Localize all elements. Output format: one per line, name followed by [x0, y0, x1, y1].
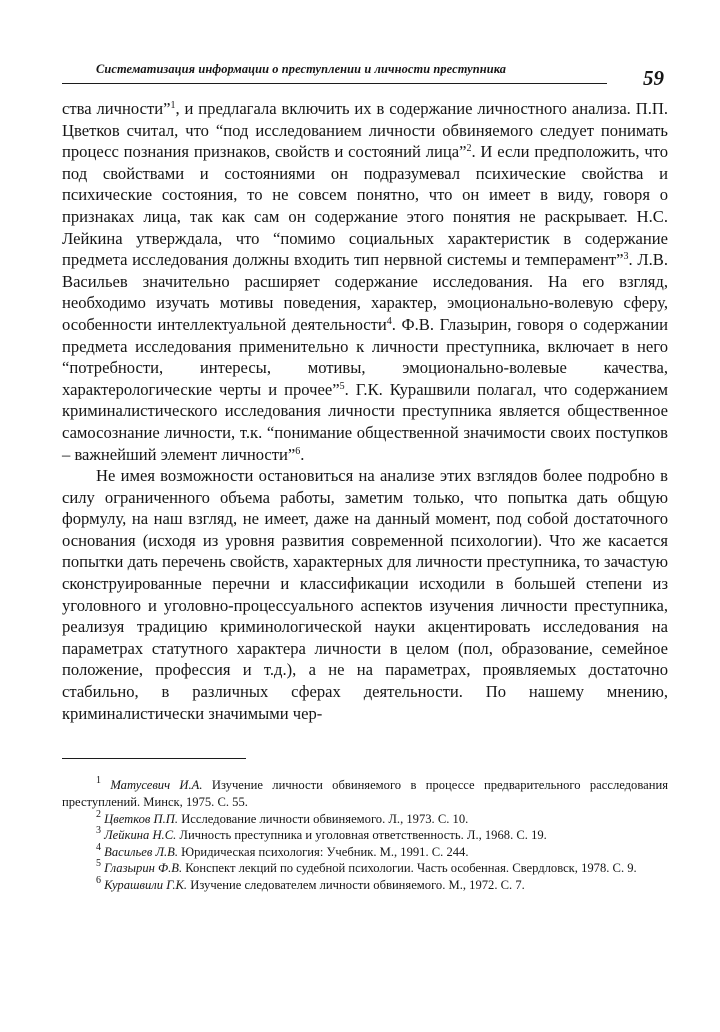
footnote-number: 2: [96, 808, 101, 820]
footnote: [62, 777, 668, 810]
footnote: [62, 841, 668, 861]
footnote-text: Изучение следователем личности обвиняемого. М., 1972. С. 7.: [187, 877, 525, 892]
paragraph-text: , и предлагала включить их в содержание личностного анализа. П.П. Цветков считал, что “под исследованием личности обвиняемого следует понимать процесс познания признаков, свойств и состояний лица”: [62, 99, 668, 162]
footnote: [62, 827, 668, 844]
paragraph-text: .: [300, 444, 305, 464]
running-header: [62, 52, 668, 92]
footnote-text: Исследование личности обвиняемого. Л., 1973. С. 10.: [178, 811, 469, 826]
paragraph-text: Не имея возможности остановиться на анализе этих взглядов более подробно в силу ограниченного объема работы, заметим только, что попытка дать общую формулу, на наш взгляд, не имеет, даже на данный момент, под собой достаточного основания (исходя из уровня развития современной психологии). Что же касается попытки дать перечень свойств, характерных для личности преступника, то зачастую сконструированные перечни и классификации исходили в большей степени из уголовного и уголовно-процессуального аспектов изучения личности преступника, реализуя традицию криминологической науки акцентировать исследования на параметрах статутного характера личности в целом (пол, образование, семейное положение, профессия и т.д.), а не на параметрах, проявляемых достаточно стабильно, в различных сферах деятельности. По нашему мнению, криминалистически значимыми чер-: [62, 466, 668, 723]
footnote-author: Курашвили Г.К.: [101, 877, 188, 892]
footnote-author: Цветков П.П.: [101, 811, 179, 826]
footnote-ref: 1: [170, 100, 176, 111]
footnote-number: 5: [96, 858, 101, 870]
book-page: [62, 52, 668, 894]
footnote-text: Изучение личности обвиняемого в процессе предварительного расследования преступлений. Минск, 1975. С. 55.: [62, 778, 668, 809]
paragraph-text: . Г.К. Курашвили полагал, что содержанием криминалистического исследования личности преступника является общественное самосознание личности, т.к. “понимание общественной значимости своих поступков – важнейший элемент личности”: [62, 379, 668, 464]
footnote-number: 6: [96, 874, 101, 886]
footnote-number: 1: [96, 775, 101, 787]
footnote-number: 4: [96, 841, 101, 853]
footnote-ref: 2: [466, 143, 472, 155]
footnote: [62, 874, 668, 894]
running-header-title: Систематизация информации о преступлении и личности преступника: [96, 62, 507, 76]
footnote-author: Васильев Л.В.: [101, 844, 178, 859]
footnote-author: Лейкина Н.С.: [101, 828, 177, 843]
footnote: [62, 860, 668, 877]
page-number: 59: [643, 66, 664, 90]
paragraph-text: ства личности”: [62, 99, 171, 118]
footnote-ref: 6: [295, 445, 301, 457]
footnote-author: Глазырин Ф.В.: [101, 861, 183, 876]
footnote-ref: 4: [386, 315, 392, 327]
footnote-number: 3: [96, 825, 101, 837]
footnotes: [62, 777, 668, 893]
footnote-ref: 3: [623, 251, 629, 263]
footnote-ref: 5: [339, 380, 345, 392]
paragraph: [62, 98, 668, 465]
paragraph: [62, 465, 668, 724]
header-rule: [62, 83, 607, 84]
footnote-author: Матусевич И.А.: [101, 778, 203, 793]
body-text: [62, 98, 668, 724]
footnote-text: Конспект лекций по судебной психологии. Часть особенная. Свердловск, 1978. С. 9.: [182, 861, 637, 876]
footnote-text: Юридическая психология: Учебник. М., 1991. С. 244.: [177, 844, 469, 859]
footnote-rule: [62, 758, 246, 759]
footnote-text: Личность преступника и уголовная ответственность. Л., 1968. С. 19.: [176, 828, 547, 843]
paragraph-text: . И если предположить, что под свойствами и состояниями он подразумевал психические свойства и психические состояния, то не совсем понятно, что он имеет в виду, говоря о признаках лица, так как сам он содержание этого понятия не раскрывает. Н.С. Лейкина утверждала, что “помимо социальных характеристик в содержание предмета исследования должны входить тип нервной системы и темперамент”: [62, 142, 668, 270]
paragraph-text: . Л.В. Васильев значительно расширяет содержание исследования. На его взгляд, необходимо изучать мотивы поведения, характер, эмоционально-волевую сферу, особенности интеллектуальной деятельности: [62, 250, 668, 334]
footnote: [62, 808, 668, 828]
paragraph-text: . Ф.В. Глазырин, говоря о содержании предмета исследования применительно к личности преступника, включает в него “потребности, интересы, мотивы, эмоционально-волевые качества, характерологические черты и прочее”: [62, 314, 668, 399]
